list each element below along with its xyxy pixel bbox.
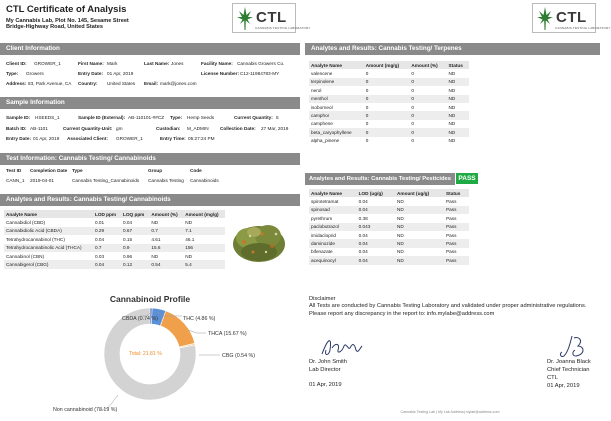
first-name-label: First Name: — [78, 61, 104, 66]
sample-info-header: Sample Information — [0, 97, 300, 109]
cell: 0 — [411, 87, 415, 93]
col-amount-pct: Amount (%) — [149, 210, 183, 218]
batch-id-value: AB-1101 — [30, 126, 48, 131]
country-label: Country: — [78, 81, 98, 86]
sample-type-value: Hemp Seeds — [187, 115, 215, 120]
cell: valencene — [311, 71, 333, 77]
email-value: mark@jones.com — [160, 81, 197, 86]
col-lod: LOD (ug/g) — [357, 189, 395, 197]
terpenes-header-row — [309, 61, 469, 69]
signatory-left-date: 01 Apr, 2019 — [309, 382, 342, 388]
cell: 0.67 — [121, 227, 149, 235]
donut-total-label: Total: 21.81 % — [129, 351, 162, 357]
cell: ND — [397, 249, 404, 255]
sample-id-ext-label: Sample ID (External): — [78, 115, 126, 120]
signatory-left-name: Dr. John Smith — [309, 359, 348, 365]
slice-name: CBDA — [122, 316, 137, 322]
logo-brand: CTL — [556, 9, 587, 26]
cell: ND — [448, 138, 456, 144]
signatory-right-name: Dr. Joanna Black — [547, 359, 591, 365]
cell: Pass — [446, 249, 457, 255]
col-amount-pct: Amount (%) — [409, 61, 446, 69]
logo-subtext: CANNABIS TESTING LABORATORY — [555, 26, 611, 30]
address-value: 83, Park Avenue, CA — [28, 81, 72, 86]
client-type-label: Type: — [6, 71, 19, 76]
collection-date-value: 27 Mar, 2019 — [261, 126, 289, 131]
cell: ND — [448, 121, 456, 127]
col-amount-mg: Amount (mg/g) — [364, 61, 410, 69]
cell: 0.043 — [357, 223, 395, 231]
cell: paclobutrazol — [309, 223, 357, 231]
address-line-2: Bridge-Highway Road, United States — [6, 24, 103, 31]
table-row — [309, 223, 469, 231]
ctl-logo-left — [232, 3, 311, 33]
terpenes-table — [309, 61, 469, 145]
sample-id-value: HSEEDS_1 — [35, 115, 60, 120]
cell: 0 — [411, 71, 415, 77]
cell: Cannabidiolic Acid (CBDA) — [4, 227, 93, 235]
cell: Pass — [444, 239, 469, 247]
cell: 0.7 — [149, 227, 183, 235]
report-title: CTL Certificate of Analysis — [6, 4, 127, 15]
table-row — [309, 256, 469, 264]
signatory-left — [309, 358, 347, 389]
table-row — [309, 111, 469, 119]
cannabinoids-table — [4, 210, 225, 269]
cell: imidacloprid — [311, 232, 337, 238]
col-status: Status — [444, 189, 469, 197]
cell: 0.03 — [94, 253, 105, 259]
cell: Cannabigerol (CBG) — [4, 260, 93, 268]
cell: 0 — [364, 111, 410, 119]
address-label: Address: — [6, 81, 27, 86]
cell: ND — [447, 128, 469, 136]
cell: 0.9 — [121, 244, 149, 252]
cell: 0.12 — [121, 260, 149, 268]
cell: Pass — [446, 232, 457, 238]
assoc-client-value: GROWER_1 — [116, 136, 143, 141]
client-info-header: Client Information — [0, 43, 300, 55]
cell: nerol — [311, 87, 322, 93]
qty-unit-value: gm — [116, 126, 123, 131]
email-label: Email: — [144, 81, 159, 86]
ctl-logo-right — [532, 3, 611, 33]
col-analyte: Analyte Name — [309, 61, 364, 69]
cannabis-bud-image — [226, 212, 292, 270]
cell: ND — [448, 87, 456, 93]
signatory-right-role: Chief Technician — [547, 367, 590, 373]
batch-id-label: Batch ID: — [6, 126, 27, 131]
cell: bifenazate — [311, 249, 333, 255]
pass-badge: PASS — [456, 173, 478, 184]
slice-pct: (15.67 %) — [223, 331, 247, 337]
qty-unit-label: Current Quantity-Unit: — [63, 126, 113, 131]
table-row — [309, 231, 469, 239]
test-info-header: Test Information: Cannabis Testing/ Cannabinoids — [0, 153, 300, 165]
signatory-right-org: CTL — [547, 375, 558, 381]
col-amount: Amount (ug/g) — [395, 189, 444, 197]
cell: 0.04 — [123, 220, 133, 226]
table-row — [4, 252, 225, 260]
col-amount-mg: Amount (mg/g) — [183, 210, 225, 218]
table-row — [4, 244, 225, 252]
current-qty-value: 5 — [276, 115, 279, 120]
custodian-value: M_ADMIN — [187, 126, 209, 131]
table-row — [309, 78, 469, 86]
test-group-value: Cannabis Testing — [148, 178, 184, 183]
cannabinoids-header-row — [4, 210, 225, 218]
slice-name: CBG — [222, 353, 234, 359]
cell: 0.38 — [358, 215, 368, 221]
cell: Cannabidiol (CBD) — [6, 220, 46, 226]
cannabis-leaf-icon — [536, 6, 554, 31]
client-id-value: GROWER_1 — [34, 61, 61, 66]
cannabis-leaf-icon — [236, 6, 254, 31]
table-row — [309, 86, 469, 94]
slice-name: THCA — [208, 331, 223, 337]
table-row — [309, 248, 469, 256]
address-line-1: My Cannabis Lab, Plot No. 145, Sesame Street — [6, 18, 129, 24]
cell: 156 — [183, 244, 225, 252]
cell: spirotetramat — [311, 199, 339, 205]
cell: camphor — [309, 111, 364, 119]
slice-pct: (78.19 %) — [94, 407, 118, 413]
cell: Pass — [444, 256, 469, 264]
cell: 0 — [411, 121, 415, 127]
test-col-type: Type — [72, 168, 83, 173]
cell: 0 — [409, 95, 446, 103]
pesticides-table — [309, 189, 469, 265]
test-code-value: Cannabinoids — [190, 178, 219, 183]
test-col-group: Group — [148, 168, 163, 173]
cell: terpinolene — [309, 78, 364, 86]
cell: 0.04 — [93, 260, 121, 268]
cell: ND — [185, 253, 192, 259]
cell: 0 — [364, 128, 410, 136]
cell: 0 — [365, 138, 369, 144]
cell: ND — [395, 256, 444, 264]
cell: Pass — [446, 199, 457, 205]
last-name-label: Last Name: — [144, 61, 170, 66]
cell: Tetrahydrocannabinolic Acid (THCA) — [4, 244, 93, 252]
cell: ND — [185, 220, 192, 226]
cell: ND — [447, 78, 469, 86]
disclaimer-text: All Tests are conducted by Cannabis Testing Laboratory and validated under proper administrative regulations. Please report any discrepancy in the report to: info.mylabe@address.com — [309, 303, 587, 317]
slice-pct: (0.54 %) — [234, 353, 255, 359]
cell: 0 — [411, 138, 415, 144]
collection-date-label: Collection Date: — [220, 126, 256, 131]
cell: Tetrahydrocannabinol (THC) — [6, 236, 65, 242]
cell: 0 — [365, 71, 369, 77]
lab-address — [6, 18, 129, 31]
signatory-right — [547, 358, 591, 390]
cell: 0 — [364, 95, 410, 103]
cell: 0.04 — [357, 256, 395, 264]
table-row — [4, 227, 225, 235]
cell: ND — [151, 220, 159, 226]
cell: 0 — [409, 78, 446, 86]
signature-john-smith — [318, 334, 364, 360]
col-status: Status — [447, 61, 469, 69]
slice-name: THC — [183, 316, 194, 322]
cell: ND — [448, 71, 456, 77]
cell: 0 — [364, 78, 410, 86]
pesticides-header-row — [309, 189, 469, 197]
assoc-client-label: Associated Client: — [67, 136, 108, 141]
test-id-value: CANN_1 — [6, 178, 25, 183]
cell: 5.4 — [183, 260, 225, 268]
table-row — [4, 260, 225, 268]
cell: 0.04 — [357, 206, 395, 214]
cell: 46.1 — [185, 236, 195, 242]
donut-leader-lines — [0, 300, 300, 421]
cell: 0.04 — [94, 236, 105, 242]
sample-id-label: Sample ID: — [6, 115, 31, 120]
entry-time-label: Entry Time: — [160, 136, 186, 141]
cell: 15.6 — [149, 244, 183, 252]
terpenes-header: Analytes and Results: Cannabis Testing/ Terpenes — [305, 43, 600, 55]
slice-name: Non cannabinoid — [53, 407, 93, 413]
signature-joanna-black — [556, 334, 588, 360]
sample-id-ext-value: AB-110101-##CZ — [128, 115, 165, 120]
cell: 0 — [411, 104, 415, 110]
cell: 0 — [365, 121, 369, 127]
country-value: United States — [107, 81, 136, 86]
col-loq: LOQ ppm — [121, 210, 149, 218]
cell: Pass — [444, 206, 469, 214]
cell: 7.1 — [183, 227, 225, 235]
sample-entry-date-value: 01 Apr, 2019 — [33, 136, 60, 141]
facility-label: Facility Name: — [201, 61, 233, 66]
cannabinoids-header: Analytes and Results: Cannabis Testing/ Cannabinoids — [0, 194, 300, 206]
cell: 0.01 — [94, 220, 105, 226]
table-row — [309, 103, 469, 111]
cell: Pass — [444, 223, 469, 231]
cell: 0 — [365, 87, 369, 93]
cell: menthol — [309, 95, 364, 103]
client-id-label: Client ID: — [6, 61, 27, 66]
profile-title: Cannabinoid Profile — [109, 294, 191, 304]
cell: ND — [397, 199, 404, 205]
table-row — [309, 95, 469, 103]
cell: ND — [447, 95, 469, 103]
first-name-value: Mark — [107, 61, 118, 66]
cell: acequinocyl — [309, 256, 357, 264]
disclaimer-block — [309, 296, 595, 318]
cell: 0.04 — [358, 249, 368, 255]
cell: ND — [397, 232, 404, 238]
cell: ND — [448, 104, 456, 110]
cell: 0.04 — [358, 199, 368, 205]
cell: isoborneol — [311, 104, 333, 110]
test-col-test-id: Test ID — [6, 168, 22, 173]
cell: 0.29 — [93, 227, 121, 235]
cell: ND — [397, 215, 404, 221]
test-col-code: Code — [190, 168, 202, 173]
cell: ND — [395, 206, 444, 214]
cell: alpha_pinene — [311, 138, 340, 144]
table-row — [309, 214, 469, 222]
cell: ND — [447, 111, 469, 119]
slice-pct: (4.86 %) — [195, 316, 216, 322]
page-footer: Cannabis Testing Lab | My Lab Address| mylab@address.com — [400, 410, 500, 414]
license-label: License Number: — [201, 71, 240, 76]
cell: spinosad — [309, 206, 357, 214]
cell: 0.54 — [149, 260, 183, 268]
cell: pyrethrum — [311, 215, 333, 221]
table-row — [309, 69, 469, 77]
table-row — [309, 137, 469, 145]
cell: 0.7 — [93, 244, 121, 252]
current-qty-label: Current Quantity: — [234, 115, 273, 120]
test-type-value: Cannabis Testing_Cannabinoids — [72, 178, 140, 183]
client-entry-date-label: Entry Date: — [78, 71, 104, 76]
cell: 4.61 — [151, 236, 161, 242]
pesticides-header: Analytes and Results: Cannabis Testing/ Pesticides — [305, 173, 455, 185]
col-analyte: Analyte Name — [309, 189, 357, 197]
col-lod: LOD ppm — [93, 210, 121, 218]
table-row — [309, 128, 469, 136]
last-name-value: Jones — [171, 61, 184, 66]
table-row — [309, 206, 469, 214]
cell: 0.15 — [123, 236, 133, 242]
slice-pct: (0.74 %) — [137, 316, 158, 322]
sample-entry-date-label: Entry Date: — [6, 136, 32, 141]
table-row — [309, 239, 469, 247]
logo-brand: CTL — [256, 9, 287, 26]
facility-value: Cannabis Growers Co. — [237, 61, 285, 66]
license-value: C12-11984783-MY — [240, 71, 280, 76]
cell: beta_caryophyllene — [309, 128, 364, 136]
client-entry-date-value: 01 Apr, 2019 — [107, 71, 134, 76]
signatory-left-role: Lab Director — [309, 367, 341, 373]
client-type-value: Growers — [26, 71, 44, 76]
disclaimer-title: Disclaimer — [309, 296, 336, 302]
test-col-completion: Completion Date — [30, 168, 68, 173]
logo-subtext: CANNABIS TESTING LABORATORY — [255, 26, 311, 30]
cell: ND — [395, 223, 444, 231]
cell: 0 — [409, 111, 446, 119]
cell: ND — [151, 253, 159, 259]
cell: 0 — [365, 104, 369, 110]
cell: 0.04 — [358, 232, 368, 238]
cell: 0 — [409, 128, 446, 136]
cell: 0.96 — [123, 253, 133, 259]
table-row — [4, 218, 225, 226]
cell: camphene — [311, 121, 333, 127]
custodian-label: Custodian: — [156, 126, 181, 131]
cell: daminozide — [309, 239, 357, 247]
table-row — [4, 235, 225, 243]
signatory-right-date: 01 Apr, 2019 — [547, 383, 580, 389]
test-completion-value: 2019-04-01 — [30, 178, 54, 183]
table-row — [309, 120, 469, 128]
cell: ND — [395, 239, 444, 247]
cell: 0.04 — [357, 239, 395, 247]
cell: Cannabinol (CBN) — [6, 253, 45, 259]
cell: Pass — [446, 215, 457, 221]
sample-type-label: Type: — [170, 115, 183, 120]
table-row — [309, 197, 469, 205]
col-analyte: Analyte Name — [4, 210, 93, 218]
entry-time-value: 05:27:24 PM — [188, 136, 215, 141]
